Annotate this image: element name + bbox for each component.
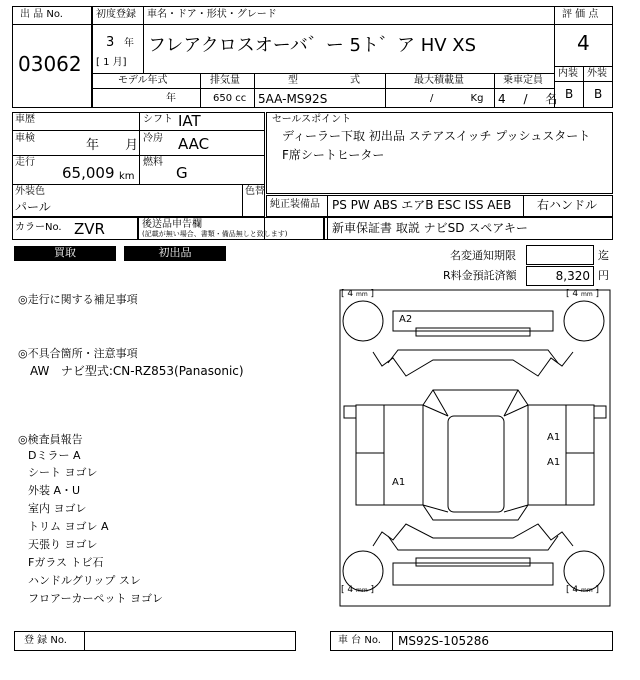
- tire-label-fl: [ 4 mm ]: [341, 289, 375, 299]
- model-code: 5AA-MS92S: [258, 92, 328, 106]
- right-mirror: [594, 406, 606, 418]
- recycle-value: 8,320: [555, 269, 590, 283]
- type-label: 型: [288, 75, 298, 86]
- grade-label: 評 価 点: [562, 9, 599, 20]
- fuel-value: G: [176, 164, 188, 182]
- name-label: 車名・ドア・形状・グレード: [147, 9, 277, 20]
- exterior-grade: B: [594, 87, 603, 101]
- right-rear-door: [566, 453, 594, 505]
- inspection-value: 年 月: [86, 138, 139, 153]
- model-year-unit: 年: [166, 93, 176, 104]
- damage-mark: A1: [547, 432, 561, 443]
- shift-value: IAT: [178, 112, 201, 130]
- defects-label: ◎不具合箇所・注意事項: [18, 347, 138, 360]
- first-reg-label: 初度登録: [96, 9, 136, 20]
- recolor-label: 色替: [245, 186, 265, 197]
- equipment-label: 純正装備品: [270, 199, 320, 210]
- name-change-unit: 迄: [598, 249, 609, 262]
- name-change-label: 名変通知期限: [450, 249, 516, 262]
- inspector-item: 天張り ヨゴレ: [28, 538, 98, 551]
- aftermarket-note: (記載が無い場合、書類・備品無しと致します): [142, 230, 288, 238]
- damage-mark: A1: [547, 457, 561, 468]
- history-label: 車歴: [15, 114, 35, 125]
- inspection-label: 車検: [15, 133, 35, 144]
- capacity-value: 4 / 名: [498, 92, 558, 106]
- inspector-item: シート ヨゴレ: [28, 466, 98, 479]
- first-listing-button[interactable]: 初出品: [124, 246, 226, 261]
- selling-points-line2: F席シートヒーター: [282, 148, 385, 162]
- exterior-label: 外装: [587, 68, 607, 79]
- left-front-door: [356, 405, 384, 453]
- color-no-label: カラーNo.: [15, 222, 62, 233]
- equipment-value: PS PW ABS エアB ESC ISS AEB: [332, 198, 512, 212]
- car-name: フレアクロスオーバ゛ー 5ト゛ア HV XS: [148, 35, 477, 56]
- ac-label: 冷房: [143, 133, 163, 144]
- chassis-no-label: 車 台 No.: [338, 635, 381, 646]
- displacement-label: 排気量: [210, 75, 240, 86]
- left-mirror: [344, 406, 356, 418]
- buy-button[interactable]: 買取: [14, 246, 116, 261]
- recycle-label: R料金預託済額: [443, 269, 517, 282]
- damage-mark: A1: [392, 477, 406, 488]
- inspector-item: フロアーカーペット ヨゴレ: [28, 592, 163, 605]
- overall-grade: 4: [577, 31, 590, 55]
- interior-label: 内装: [558, 68, 578, 79]
- left-rear-door: [356, 453, 384, 505]
- damage-mark: A2: [399, 314, 413, 325]
- first-reg-year-unit: 年: [124, 38, 134, 49]
- inspector-item: トリム ヨゴレ A: [28, 520, 109, 533]
- name-change-box: [526, 245, 594, 265]
- aftermarket-label: 後送品申告欄: [142, 219, 202, 230]
- first-reg-month: [ 1 月]: [96, 57, 127, 68]
- driving-notes-label: ◎走行に関する補足事項: [18, 293, 138, 306]
- tire-label-rl: [ 4 mm ]: [341, 585, 375, 595]
- interior-grade: B: [565, 87, 574, 101]
- recycle-unit: 円: [598, 269, 609, 282]
- handle-value: 右ハンドル: [537, 198, 598, 212]
- max-load-label: 最大積載量: [414, 75, 464, 86]
- selling-points-line1: ディーラー下取 初出品 ステアスイッチ プッシュスタート: [282, 129, 591, 143]
- tire-front-right: [564, 301, 604, 341]
- mileage-label: 走行: [15, 157, 35, 168]
- inspector-item: 外装 A・U: [28, 484, 81, 497]
- inspector-item: Fガラス トビ石: [28, 556, 104, 569]
- roof: [448, 416, 504, 512]
- type-label-2: 式: [350, 75, 360, 86]
- ac-value: AAC: [178, 135, 210, 153]
- defect-line: AW ナビ型式:CN-RZ853(Panasonic): [30, 364, 244, 378]
- inspector-item: Dミラー A: [28, 449, 81, 462]
- ext-color-label: 外装色: [15, 186, 45, 197]
- tire-label-rr: [ 4 mm ]: [566, 585, 600, 595]
- fuel-label: 燃料: [143, 157, 163, 168]
- inspector-item: ハンドルグリップ スレ: [28, 574, 141, 587]
- warranty-value: 新車保証書 取説 ナビSD スペアキー: [332, 221, 528, 235]
- model-year-label: モデル年式: [118, 75, 168, 86]
- selling-points-label: セールスポイント: [272, 114, 352, 125]
- ext-color-value: パール: [15, 200, 51, 214]
- tire-front-left: [343, 301, 383, 341]
- first-reg-year: 3: [106, 35, 115, 50]
- tire-label-fr: [ 4 mm ]: [566, 289, 600, 299]
- mileage-unit: km: [119, 171, 135, 182]
- inspector-label: ◎検査員報告: [18, 433, 83, 446]
- lot-number: 03062: [18, 52, 82, 76]
- car-condition-diagram: [338, 288, 614, 610]
- lot-label: 出 品 No.: [20, 9, 63, 20]
- chassis-no-value: MS92S-105286: [398, 634, 489, 648]
- inspector-item: 室内 ヨゴレ: [28, 502, 87, 515]
- right-front-door: [566, 405, 594, 453]
- max-load-value: / Kg: [430, 93, 484, 104]
- mileage-value: 65,009: [62, 164, 115, 182]
- displacement-value: 650 cc: [213, 93, 247, 104]
- color-no-value: ZVR: [74, 220, 105, 238]
- shift-label: シフト: [143, 114, 173, 125]
- capacity-label: 乗車定員: [503, 75, 543, 86]
- reg-no-label: 登 録 No.: [24, 635, 67, 646]
